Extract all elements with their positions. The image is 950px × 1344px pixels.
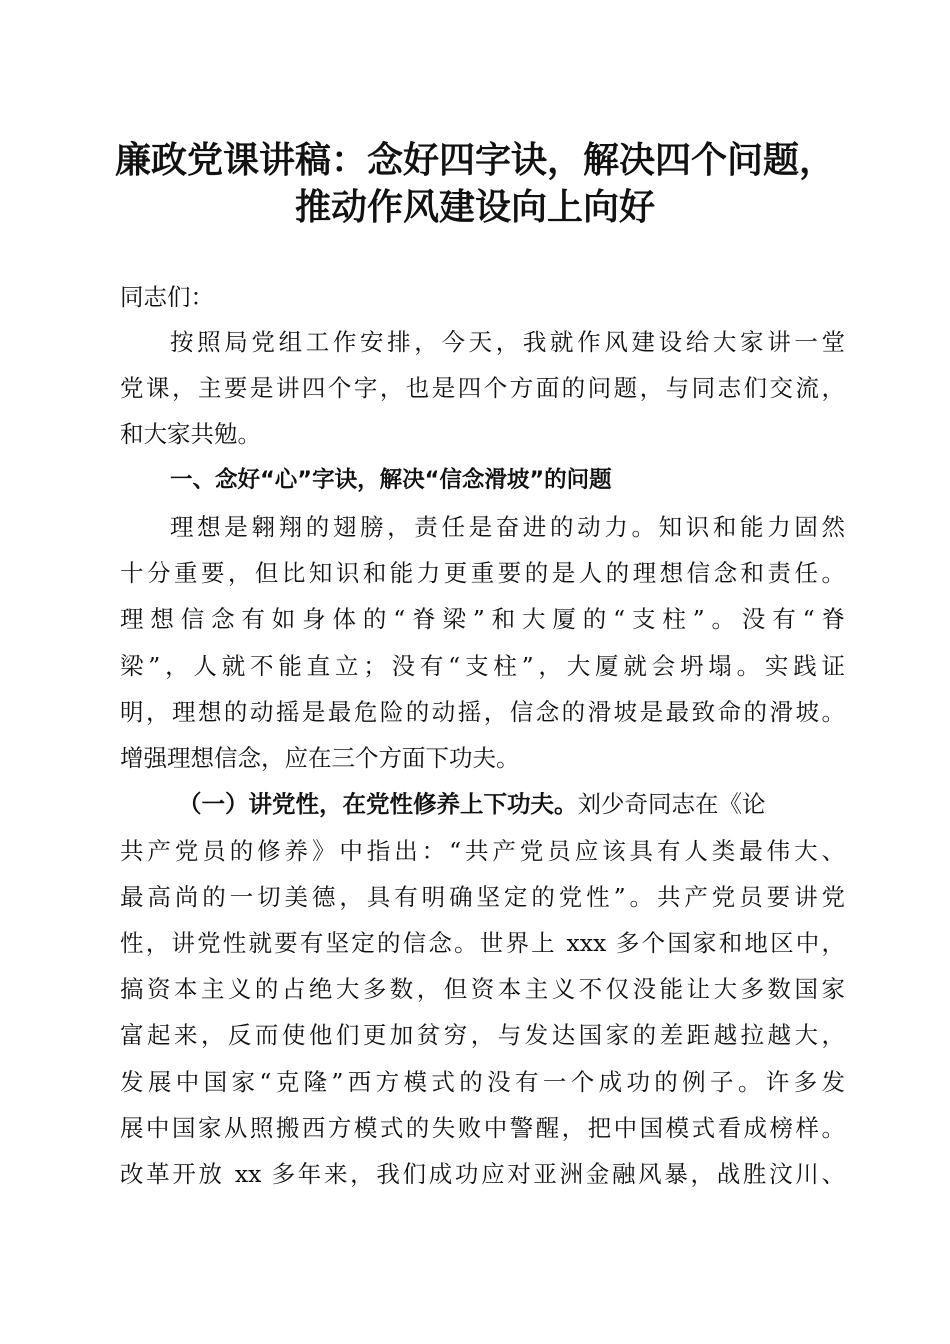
paragraph-line: 理想是翱翔的翅膀，责任是奋进的动力。知识和能力固然: [170, 513, 845, 541]
paragraph-line: 十分重要，但比知识和能力更重要的是人的理想信念和责任。: [120, 559, 845, 587]
paragraph-line: 理想信念有如身体的“脊梁”和大厦的“支柱”。没有“脊: [120, 605, 845, 633]
section-heading: 一、念好“心”字诀，解决“信念滑坡”的问题: [170, 467, 612, 493]
title-line-2: 推动作风建设向上向好: [294, 186, 655, 228]
paragraph-line: 党课，主要是讲四个字，也是四个方面的问题，与同志们交流，: [120, 374, 845, 402]
paragraph-line: 和大家共勉。: [120, 420, 261, 448]
subsection-heading: （一）讲党性，在党性修养上下功夫。: [178, 790, 578, 818]
subsection-line: [178, 790, 845, 818]
paragraph-line: 展中国家从照搬西方模式的失败中警醒，把中国模式看成榜样。: [120, 1114, 845, 1142]
paragraph-line: 改革开放 xx 多年来，我们成功应对亚洲金融风暴，战胜汶川、: [120, 1160, 845, 1188]
paragraph-line: 增强理想信念，应在三个方面下功夫。: [120, 744, 520, 772]
salutation: 同志们：: [120, 283, 214, 311]
paragraph-line: 共产党员的修养》中指出：“共产党员应该具有人类最伟大、: [120, 837, 845, 865]
paragraph-line: 发展中国家“克隆”西方模式的没有一个成功的例子。许多发: [120, 1068, 845, 1096]
paragraph-line: 富起来，反而使他们更加贫穷，与发达国家的差距越拉越大，: [120, 1021, 845, 1049]
paragraph-line: 按照局党组工作安排，今天，我就作风建设给大家讲一堂: [170, 328, 845, 356]
paragraph-line: 性，讲党性就要有坚定的信念。世界上 xxx 多个国家和地区中，: [120, 929, 845, 957]
paragraph-line: 明，理想的动摇是最危险的动摇，信念的滑坡是最致命的滑坡。: [120, 698, 845, 726]
paragraph-line: 最高尚的一切美德，具有明确坚定的党性”。共产党员要讲党: [120, 883, 845, 911]
subsection-text: 刘少奇同志在《论: [577, 790, 766, 818]
title-line-1: 廉政党课讲稿：念好四字诀，解决四个问题，: [114, 139, 835, 181]
paragraph-line: 搞资本主义的占绝大多数，但资本主义不仅没能让大多数国家: [120, 975, 845, 1003]
paragraph-line: 梁”，人就不能直立；没有“支柱”，大厦就会坍塌。实践证: [120, 652, 845, 680]
